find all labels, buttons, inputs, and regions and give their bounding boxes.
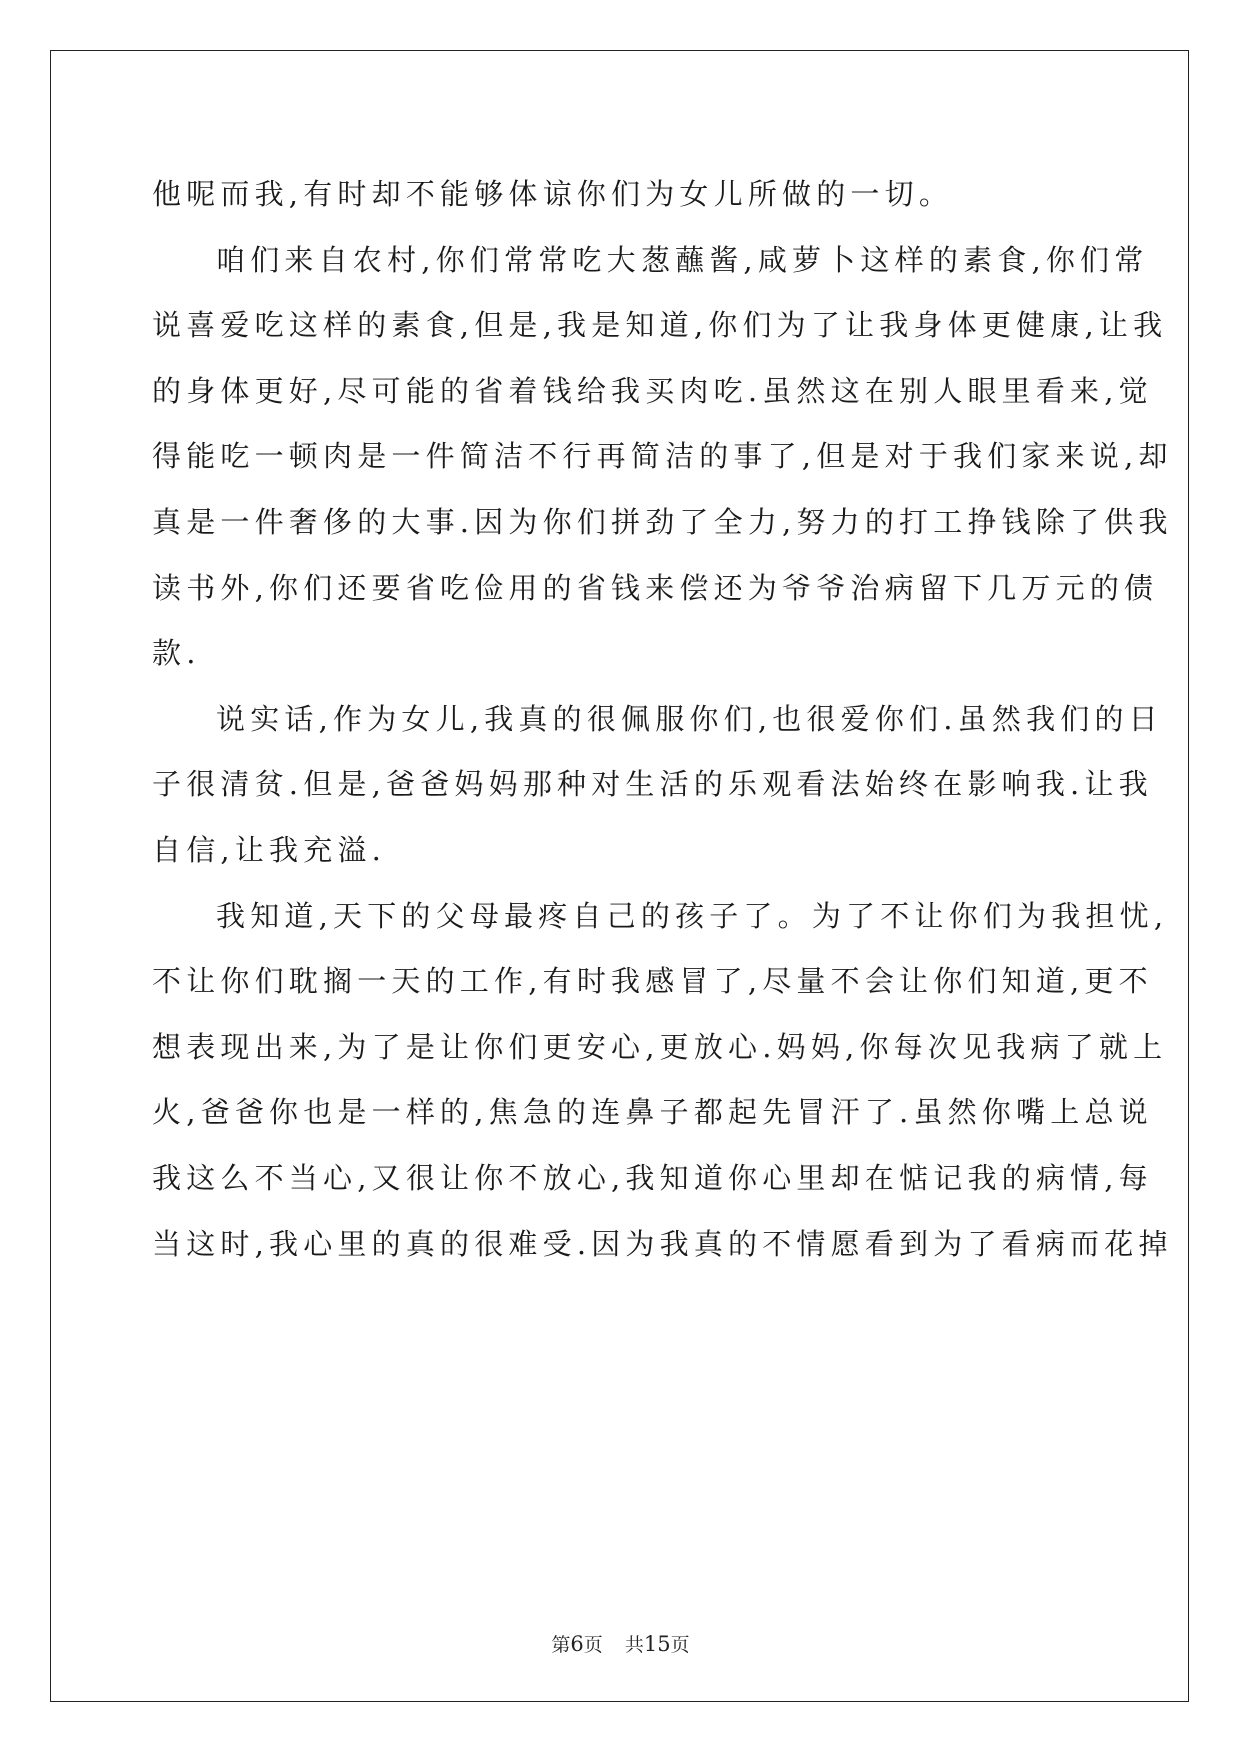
total-pages: 15	[643, 1632, 671, 1656]
text-line: 得能吃一顿肉是一件简洁不行再简洁的事了,但是对于我们家来说,却	[152, 439, 1173, 474]
text-line: 的身体更好,尽可能的省着钱给我买肉吃.虽然这在别人眼里看来,觉	[152, 373, 1153, 408]
text-line: 真是一件奢侈的大事.因为你们拼劲了全力,努力的打工挣钱除了供我	[152, 504, 1173, 539]
text-line: 想表现出来,为了是让你们更安心,更放心.妈妈,你每次见我病了就上	[152, 1029, 1168, 1064]
text-line: 自信,让我充溢.	[152, 832, 387, 867]
text-line: 款.	[152, 636, 201, 671]
text-line: 说实话,作为女儿,我真的很佩服你们,也很爱你们.虽然我们的日	[216, 701, 1163, 736]
text-line: 我知道,天下的父母最疼自己的孩子了。为了不让你们为我担忧,	[216, 898, 1169, 933]
text-line: 咱们来自农村,你们常常吃大葱蘸酱,咸萝卜这样的素食,你们常	[216, 242, 1149, 277]
page-footer	[0, 1630, 1241, 1657]
page-number: 6	[570, 1632, 584, 1656]
text-line: 不让你们耽搁一天的工作,有时我感冒了,尽量不会让你们知道,更不	[152, 964, 1153, 999]
page-prefix: 第	[551, 1634, 571, 1656]
text-line: 读书外,你们还要省吃俭用的省钱来偿还为爷爷治病留下几万元的债	[152, 570, 1159, 605]
text-line: 火,爸爸你也是一样的,焦急的连鼻子都起先冒汗了.虽然你嘴上总说	[152, 1095, 1153, 1130]
total-prefix: 共	[624, 1634, 644, 1656]
text-line: 他呢而我,有时却不能够体谅你们为女儿所做的一切。	[152, 177, 954, 211]
text-line: 我这么不当心,又很让你不放心,我知道你心里却在惦记我的病情,每	[152, 1160, 1153, 1195]
text-line: 当这时,我心里的真的很难受.因为我真的不情愿看到为了看病而花掉	[152, 1226, 1173, 1261]
total-suffix: 页	[670, 1634, 690, 1656]
page-suffix: 页	[583, 1634, 603, 1656]
text-line: 说喜爱吃这样的素食,但是,我是知道,你们为了让我身体更健康,让我	[152, 308, 1168, 343]
text-line: 子很清贫.但是,爸爸妈妈那种对生活的乐观看法始终在影响我.让我	[152, 767, 1153, 802]
document-body	[152, 162, 1173, 1277]
